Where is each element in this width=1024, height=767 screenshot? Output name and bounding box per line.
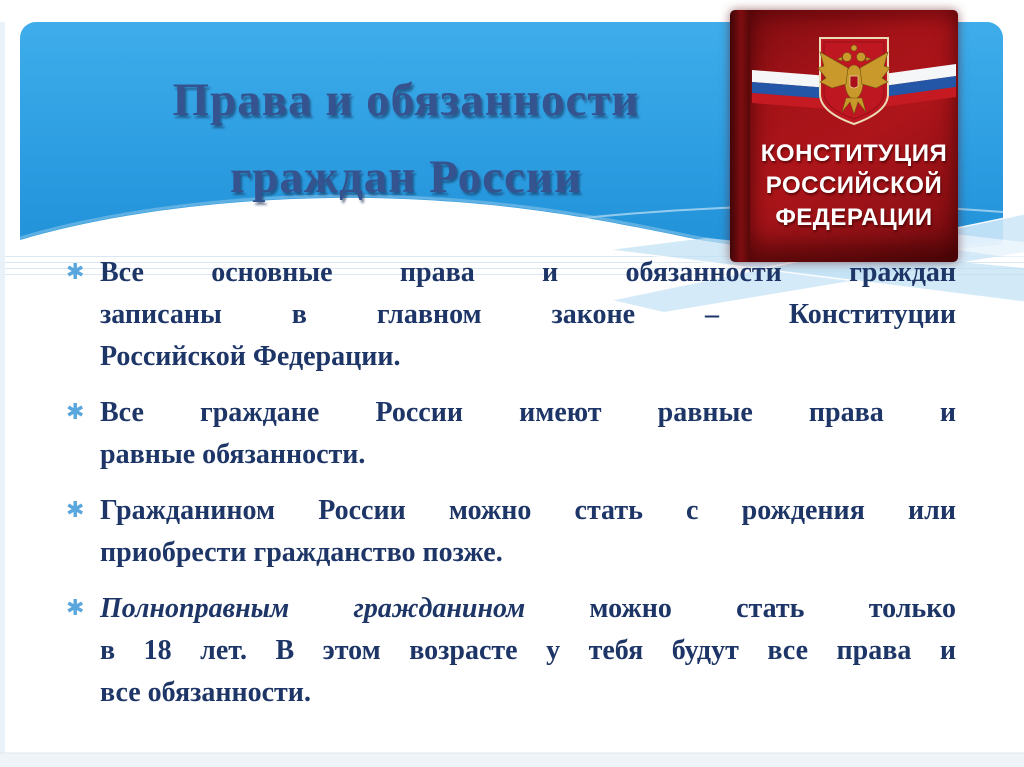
bullet-list — [64, 252, 956, 728]
list-item — [64, 252, 956, 378]
title-line-2: граждан России — [229, 151, 583, 203]
text-line — [100, 532, 956, 574]
list-item — [64, 392, 956, 476]
coat-of-arms-icon — [818, 38, 890, 124]
text-line — [100, 672, 956, 714]
text-segment: Гражданином России можно стать с рождения или — [100, 495, 956, 526]
text-segment: все обязанности. — [100, 677, 311, 708]
text-line — [100, 630, 956, 672]
book-spine — [730, 10, 750, 262]
list-item — [64, 588, 956, 714]
text-segment: в 18 лет. В этом возрасте у тебя будут все права и — [100, 635, 956, 666]
text-line — [100, 252, 956, 294]
list-item — [64, 490, 956, 574]
bullet-text — [100, 490, 956, 574]
bullet-text — [100, 252, 956, 378]
constitution-book-image — [730, 10, 958, 262]
asterisk-bullet-icon: ✱ — [66, 260, 85, 285]
text-line — [100, 336, 956, 378]
bullet-text — [100, 392, 956, 476]
text-line — [100, 392, 956, 434]
book-title-line-3: ФЕДЕРАЦИИ — [775, 204, 933, 231]
text-line — [100, 434, 956, 476]
text-line — [100, 294, 956, 336]
emphasized-phrase: Полноправным гражданином — [100, 593, 526, 624]
title-line-1: Права и обязанности — [172, 74, 640, 126]
text-line — [100, 588, 956, 630]
text-segment: Российской Федерации. — [100, 341, 401, 372]
asterisk-bullet-icon: ✱ — [66, 400, 85, 425]
text-line — [100, 490, 956, 532]
bullet-text — [100, 588, 956, 714]
text-segment: Все основные права и обязанности граждан — [100, 257, 956, 288]
book-cover — [750, 10, 958, 262]
text-segment: Все граждане России имеют равные права и — [100, 397, 956, 428]
book-title-line-1: КОНСТИТУЦИЯ — [760, 140, 948, 167]
text-segment: можно стать только — [525, 593, 956, 624]
text-segment: записаны в главном законе – Конституции — [100, 299, 956, 330]
book-title-line-2: РОССИЙСКОЙ — [765, 172, 943, 199]
slide-title — [44, 62, 768, 216]
book-title — [750, 138, 958, 234]
asterisk-bullet-icon: ✱ — [66, 498, 85, 523]
text-segment: равные обязанности. — [100, 439, 366, 470]
asterisk-bullet-icon: ✱ — [66, 596, 85, 621]
text-segment: приобрести гражданство позже. — [100, 537, 503, 568]
